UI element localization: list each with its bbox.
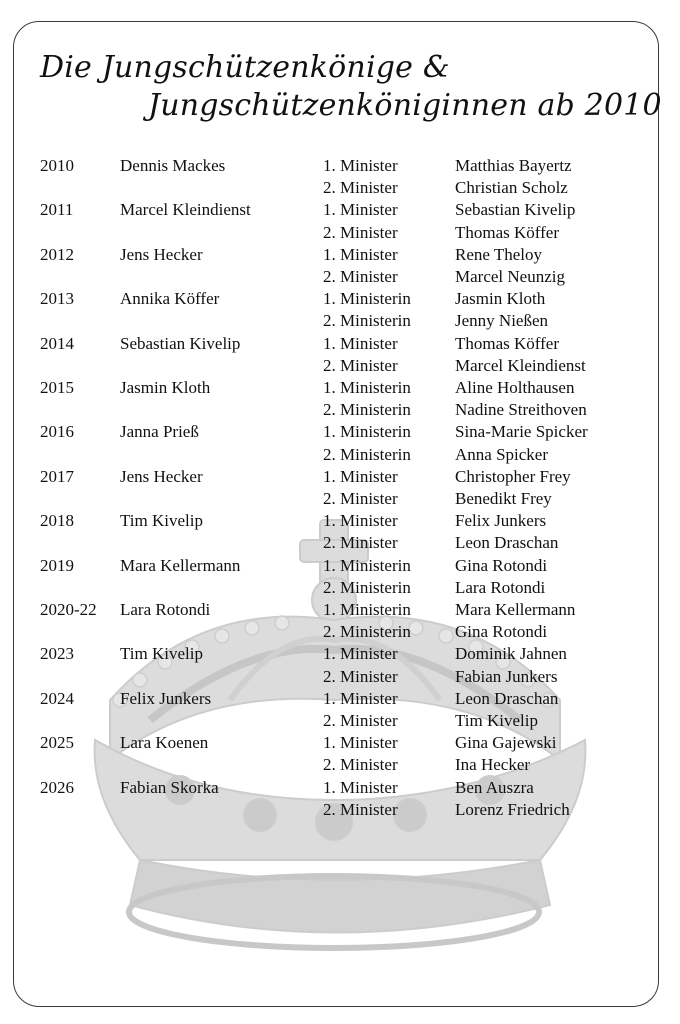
- king-name: Jasmin Kloth: [120, 378, 211, 397]
- king-name: Sebastian Kivelip: [120, 333, 241, 353]
- minister-name: Thomas Köffer: [455, 222, 560, 242]
- minister-name: Felix Junkers: [455, 511, 547, 531]
- minister-title: 1. Ministerin: [323, 378, 411, 397]
- minister-name: Tim Kivelip: [455, 711, 538, 730]
- king-name: Mara Kellermann: [120, 555, 241, 575]
- year-label: 2017: [40, 466, 74, 486]
- minister-title: 2. Ministerin: [323, 622, 411, 642]
- minister-name: Ina Hecker: [455, 755, 531, 775]
- minister-name: Christopher Frey: [455, 466, 571, 486]
- minister-name: Mara Kellermann: [455, 600, 576, 619]
- minister-name: Fabian Junkers: [455, 666, 558, 686]
- minister-title: 1. Minister: [323, 688, 398, 708]
- minister-name: Sebastian Kivelip: [455, 200, 576, 220]
- list-item-minister: [0, 666, 680, 688]
- year-label: 2026: [40, 777, 74, 797]
- minister-title: 2. Minister: [323, 533, 398, 553]
- king-name: Lara Rotondi: [120, 600, 211, 619]
- minister-title: 2. Ministerin: [323, 577, 411, 597]
- list-item-minister: [0, 177, 680, 199]
- minister-title: 2. Minister: [323, 355, 398, 375]
- minister-name: Gina Rotondi: [455, 555, 548, 575]
- year-label: 2023: [40, 644, 74, 664]
- list-item-king: [0, 599, 680, 621]
- minister-name: Marcel Kleindienst: [455, 355, 586, 375]
- list-item-minister: [0, 577, 680, 599]
- minister-title: 1. Ministerin: [323, 289, 411, 309]
- year-label: 2018: [40, 511, 74, 531]
- list-item-minister: [0, 799, 680, 821]
- minister-title: 1. Minister: [323, 244, 398, 264]
- minister-name: Aline Holthausen: [455, 378, 575, 397]
- king-name: Jens Hecker: [120, 466, 203, 486]
- minister-name: Benedikt Frey: [455, 489, 552, 508]
- list-item-king: [0, 777, 680, 799]
- list-item-king: [0, 555, 680, 577]
- minister-name: Nadine Streithoven: [455, 400, 587, 420]
- minister-title: 2. Minister: [323, 222, 398, 242]
- minister-name: Dominik Jahnen: [455, 644, 567, 664]
- minister-name: Jenny Nießen: [455, 311, 549, 331]
- list-item-minister: [0, 444, 680, 466]
- minister-title: 1. Ministerin: [323, 422, 411, 442]
- minister-title: 2. Ministerin: [323, 400, 411, 420]
- year-label: 2010: [40, 156, 74, 175]
- minister-title: 2. Ministerin: [323, 444, 411, 464]
- minister-name: Ben Auszra: [455, 777, 534, 797]
- minister-title: 1. Minister: [323, 333, 398, 353]
- minister-title: 1. Minister: [323, 511, 398, 531]
- minister-name: Jasmin Kloth: [455, 289, 546, 309]
- list-item-king: [0, 466, 680, 488]
- minister-title: 2. Minister: [323, 666, 398, 686]
- minister-name: Lorenz Friedrich: [455, 799, 570, 819]
- minister-name: Matthias Bayertz: [455, 156, 572, 175]
- minister-name: Christian Scholz: [455, 178, 568, 198]
- minister-title: 1. Minister: [323, 733, 398, 753]
- minister-title: 2. Ministerin: [323, 311, 411, 331]
- minister-title: 1. Minister: [323, 200, 398, 220]
- list-item-king: [0, 155, 680, 177]
- year-label: 2016: [40, 422, 74, 442]
- year-label: 2019: [40, 555, 74, 575]
- list-item-minister: [0, 754, 680, 776]
- list-item-king: [0, 732, 680, 754]
- king-name: Janna Prieß: [120, 422, 199, 442]
- list-item-minister: [0, 621, 680, 643]
- year-label: 2020-22: [40, 600, 97, 619]
- king-name: Tim Kivelip: [120, 511, 203, 531]
- minister-title: 2. Minister: [323, 489, 398, 508]
- year-label: 2015: [40, 378, 74, 397]
- list-item-minister: [0, 355, 680, 377]
- list-item-king: [0, 421, 680, 443]
- minister-name: Anna Spicker: [455, 444, 549, 464]
- list-item-minister: [0, 488, 680, 510]
- king-name: Lara Koenen: [120, 733, 209, 753]
- minister-title: 1. Minister: [323, 156, 398, 175]
- king-name: Marcel Kleindienst: [120, 200, 251, 220]
- list-item-king: [0, 510, 680, 532]
- year-label: 2011: [40, 200, 74, 220]
- king-name: Annika Köffer: [120, 289, 220, 309]
- minister-name: Thomas Köffer: [455, 333, 560, 353]
- list-item-king: [0, 688, 680, 710]
- list-item-king: [0, 377, 680, 399]
- list-item-king: [0, 643, 680, 665]
- minister-name: Leon Draschan: [455, 688, 559, 708]
- year-label: 2014: [40, 333, 74, 353]
- minister-name: Leon Draschan: [455, 533, 559, 553]
- king-name: Jens Hecker: [120, 244, 203, 264]
- minister-title: 1. Minister: [323, 777, 398, 797]
- minister-title: 2. Minister: [323, 711, 398, 730]
- list-item-minister: [0, 266, 680, 288]
- minister-title: 2. Minister: [323, 755, 398, 775]
- minister-title: 2. Minister: [323, 267, 398, 286]
- page-title-line-1: Die Jungschützenkönige &: [40, 50, 450, 85]
- minister-name: Rene Theloy: [455, 244, 543, 264]
- minister-title: 1. Ministerin: [323, 555, 411, 575]
- minister-title: 1. Ministerin: [323, 600, 411, 619]
- minister-name: Marcel Neunzig: [455, 267, 565, 286]
- minister-title: 2. Minister: [323, 178, 398, 198]
- minister-name: Gina Rotondi: [455, 622, 548, 642]
- list-item-minister: [0, 399, 680, 421]
- list-item-king: [0, 333, 680, 355]
- list-item-minister: [0, 532, 680, 554]
- minister-title: 1. Minister: [323, 644, 398, 664]
- king-name: Dennis Mackes: [120, 156, 226, 175]
- list-item-minister: [0, 710, 680, 732]
- king-name: Felix Junkers: [120, 688, 212, 708]
- list-item-king: [0, 199, 680, 221]
- page-title-line-2: Jungschützenköniginnen ab 2010: [148, 88, 662, 123]
- minister-title: 2. Minister: [323, 799, 398, 819]
- king-name: Tim Kivelip: [120, 644, 203, 664]
- king-name: Fabian Skorka: [120, 777, 219, 797]
- list-item-minister: [0, 310, 680, 332]
- minister-title: 1. Minister: [323, 466, 398, 486]
- list-item-king: [0, 288, 680, 310]
- year-label: 2025: [40, 733, 74, 753]
- minister-name: Lara Rotondi: [455, 577, 546, 597]
- year-label: 2024: [40, 688, 74, 708]
- year-label: 2012: [40, 244, 74, 264]
- list-item-king: [0, 244, 680, 266]
- minister-name: Gina Gajewski: [455, 733, 557, 753]
- list-item-minister: [0, 222, 680, 244]
- minister-name: Sina-Marie Spicker: [455, 422, 588, 442]
- year-label: 2013: [40, 289, 74, 309]
